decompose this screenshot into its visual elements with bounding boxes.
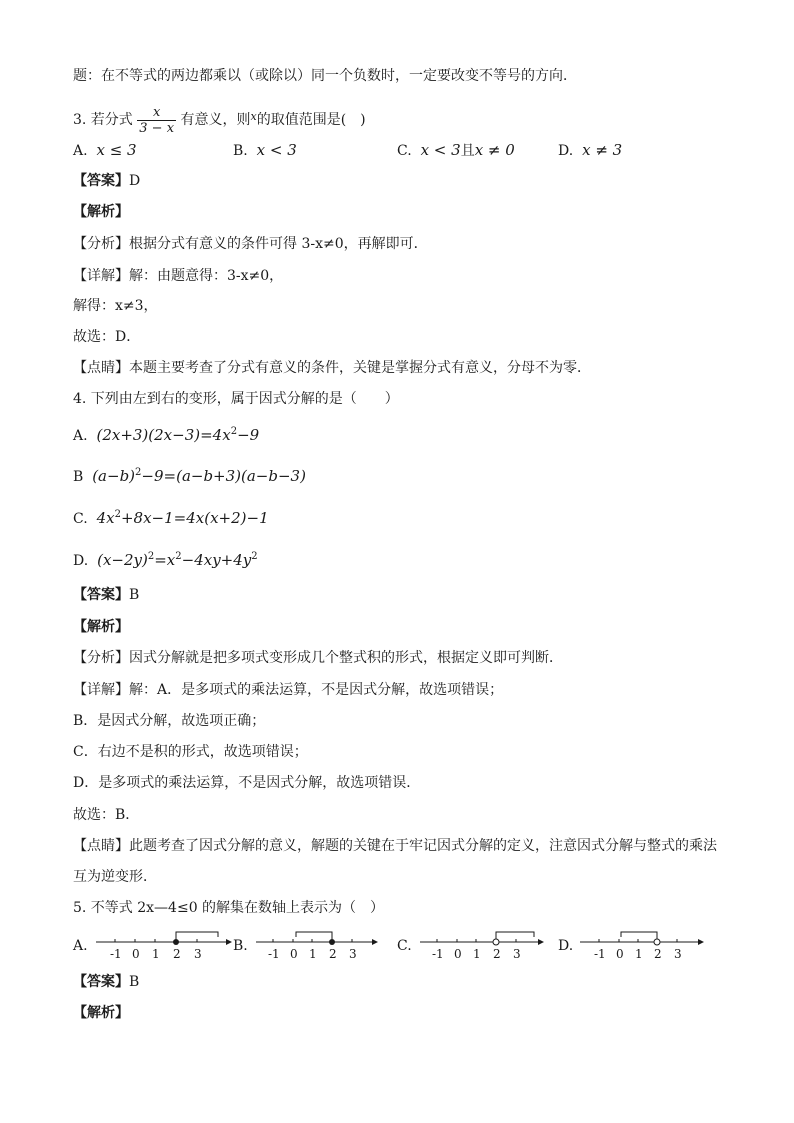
q4-option-c-text: 4x xyxy=(96,509,115,527)
q4-option-d-sup3: 2 xyxy=(251,551,258,562)
q5-answer-tag: 【答案】 xyxy=(73,974,129,990)
tick-label: 3 xyxy=(674,947,682,961)
q4-option-a xyxy=(73,425,259,446)
q4-option-b-tail: −9=(a−b+3)(a−b−3) xyxy=(141,467,306,485)
q4-answer-value: B xyxy=(129,587,140,603)
q3-option-a-text: x ≤ 3 xyxy=(96,141,137,159)
q5-analysis-tag: 【解析】 xyxy=(73,1005,129,1021)
q3-mid: 有意义，则 xyxy=(180,112,251,128)
q3-suffix: 的取值范围是( ) xyxy=(256,112,366,128)
tick-label: 0 xyxy=(290,947,298,961)
tick-label: 1 xyxy=(152,947,160,961)
q4-detail: 【详解】解：A．是多项式的乘法运算，不是因式分解，故选项错误； xyxy=(73,682,504,698)
q5-option-b-label: B. xyxy=(233,938,248,954)
q3-option-c xyxy=(397,140,515,161)
q5-answer-value: B xyxy=(129,974,140,990)
q3-option-c-and: 且 xyxy=(460,143,475,159)
q3-comment: 【点睛】本题主要考查了分式有意义的条件，关键是掌握分式有意义，分母不为零． xyxy=(73,360,591,376)
solution-ray xyxy=(496,932,534,939)
number-line-a xyxy=(96,932,232,961)
q4-option-c xyxy=(73,508,269,529)
q3-option-d-label: D. xyxy=(558,143,574,159)
q4-analysis-tag: 【解析】 xyxy=(73,619,129,635)
q5-number-lines xyxy=(0,928,794,968)
arrow-icon xyxy=(372,939,378,945)
q4-option-d xyxy=(73,550,258,571)
number-line-d xyxy=(580,932,704,961)
q5-stem: 5. 不等式 2x—4≤0 的解集在数轴上表示为（ ） xyxy=(73,900,385,916)
q4-choose: 故选：B． xyxy=(73,807,140,823)
q5-option-c-label: C. xyxy=(397,938,412,954)
tick-label: 0 xyxy=(132,947,140,961)
hollow-dot xyxy=(654,939,660,945)
q3-choose: 故选：D． xyxy=(73,329,141,345)
q4-comment-1: 【点睛】此题考查了因式分解的意义，解题的关键在于牢记因式分解的定义，注意因式分解与整式的乘法 xyxy=(73,838,717,854)
q3-frac-den: 3 − x xyxy=(139,120,175,136)
q5-option-a-label: A. xyxy=(73,938,88,954)
q4-option-a-text: (2x+3)(2x−3)=4x xyxy=(96,426,231,444)
q3-option-c-label: C. xyxy=(397,143,412,159)
intro-line: 题：在不等式的两边都乘以（或除以）同一个负数时，一定要改变不等号的方向． xyxy=(73,68,577,84)
q4-option-d-sup2: 2 xyxy=(175,551,182,562)
number-line-c xyxy=(420,932,544,961)
q4-answer xyxy=(73,585,139,605)
arrow-icon xyxy=(698,939,704,945)
q3-option-b-label: B. xyxy=(233,143,248,159)
q3-option-a xyxy=(73,140,137,161)
hollow-dot xyxy=(493,939,499,945)
number-line-b xyxy=(256,932,378,961)
q3-answer-tag: 【答案】 xyxy=(73,173,129,189)
q3-option-c-text: x < 3 xyxy=(420,141,461,159)
q3-option-d-text: x ≠ 3 xyxy=(582,141,623,159)
q5-option-d-label: D. xyxy=(558,938,574,954)
arrow-icon xyxy=(226,939,232,945)
q4-fenxi: 【分析】因式分解就是把多项式变形成几个整式积的形式，根据定义即可判断． xyxy=(73,650,563,666)
q4-option-a-label: A. xyxy=(73,428,88,444)
tick-label: 3 xyxy=(513,947,521,961)
tick-label: 3 xyxy=(194,947,202,961)
q4-option-a-sup: 2 xyxy=(230,426,238,437)
q3-frac-num: x xyxy=(152,104,161,120)
q4-option-c-sup: 2 xyxy=(114,509,121,520)
q4-option-d-text: (x−2y) xyxy=(97,551,148,569)
q3-option-b-text: x < 3 xyxy=(256,141,297,159)
q3-analysis-tag: 【解析】 xyxy=(73,204,129,220)
q3-option-a-label: A. xyxy=(73,143,88,159)
tick-label: 3 xyxy=(349,947,357,961)
tick-label: -1 xyxy=(594,947,606,961)
tick-label: 0 xyxy=(454,947,462,961)
solid-dot xyxy=(173,939,179,945)
q4-option-d-mid: =x xyxy=(154,551,176,569)
q4-option-a-tail: −9 xyxy=(237,426,260,444)
q4-c: C．右边不是积的形式，故选项错误； xyxy=(73,744,308,760)
q4-option-b xyxy=(73,466,306,487)
q4-option-d-label: D. xyxy=(73,553,89,569)
tick-label: 1 xyxy=(309,947,317,961)
q3-option-b xyxy=(233,140,297,161)
q3-stem xyxy=(73,101,366,136)
q3-detail: 【详解】解：由题意得：3-x≠0， xyxy=(73,268,284,284)
q4-b: B．是因式分解，故选项正确； xyxy=(73,713,266,729)
q3-option-c-text2: x ≠ 0 xyxy=(474,141,515,159)
q3-answer xyxy=(73,171,140,191)
q4-answer-tag: 【答案】 xyxy=(73,587,129,603)
q4-d: D．是多项式的乘法运算，不是因式分解，故选项错误． xyxy=(73,775,421,791)
tick-label: 2 xyxy=(329,947,337,961)
q3-fenxi: 【分析】根据分式有意义的条件可得 3-x≠0，再解即可． xyxy=(73,236,428,252)
q4-option-c-label: C. xyxy=(73,511,88,527)
q3-solve: 解得：x≠3， xyxy=(73,298,158,314)
q4-option-b-text: (a−b) xyxy=(92,467,136,485)
tick-label: -1 xyxy=(432,947,444,961)
q3-option-d xyxy=(558,140,622,161)
tick-label: 2 xyxy=(493,947,501,961)
tick-label: 1 xyxy=(473,947,481,961)
q3-fraction xyxy=(137,105,176,136)
q4-option-c-tail: +8x−1=4x(x+2)−1 xyxy=(120,509,269,527)
solution-ray xyxy=(296,932,332,942)
q4-stem: 4. 下列由左到右的变形，属于因式分解的是（ ） xyxy=(73,391,399,407)
arrow-icon xyxy=(538,939,544,945)
tick-label: 0 xyxy=(616,947,624,961)
q4-option-b-sup: 2 xyxy=(135,467,142,478)
q3-prefix: 3. 若分式 xyxy=(73,112,133,128)
tick-label: 1 xyxy=(635,947,643,961)
q4-option-d-sup: 2 xyxy=(147,551,155,562)
solid-dot xyxy=(329,939,335,945)
q4-option-d-tail: −4xy+4y xyxy=(181,551,252,569)
q3-var: x xyxy=(250,110,257,123)
solution-ray xyxy=(621,932,657,939)
tick-label: 2 xyxy=(173,947,181,961)
tick-label: 2 xyxy=(654,947,662,961)
q4-comment-2: 互为逆变形． xyxy=(73,869,157,885)
q3-answer-value: D xyxy=(129,173,141,189)
q5-answer xyxy=(73,972,139,992)
q4-option-b-label: B xyxy=(73,469,84,485)
tick-label: -1 xyxy=(110,947,122,961)
tick-label: -1 xyxy=(268,947,280,961)
